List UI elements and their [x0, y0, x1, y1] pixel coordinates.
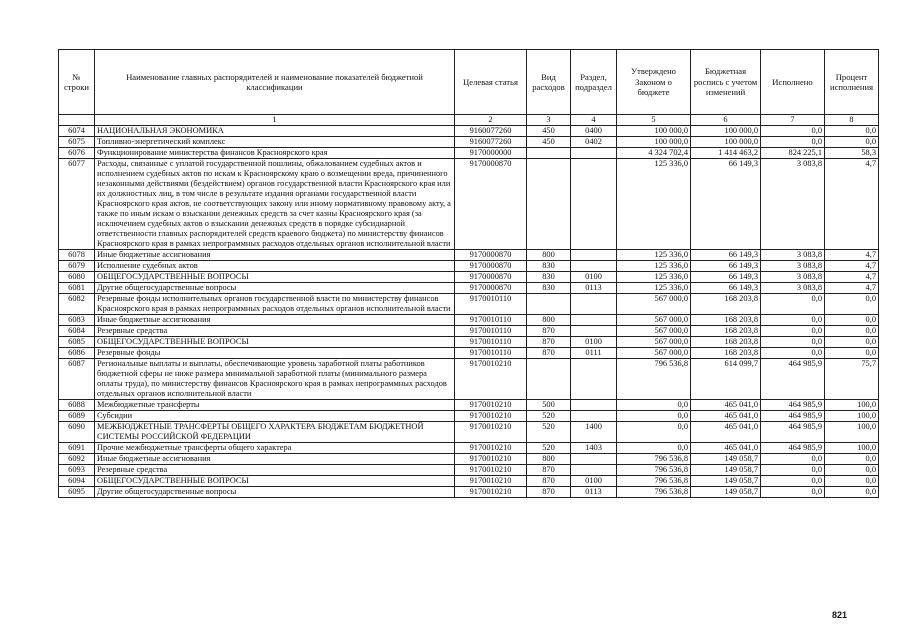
table-row [59, 422, 879, 443]
row-executed: 0,0 [761, 348, 825, 359]
row-section: 0400 [571, 126, 617, 137]
row-name: ОБЩЕГОСУДАРСТВЕННЫЕ ВОПРОСЫ [95, 337, 455, 348]
row-approved: 567 000,0 [617, 294, 691, 315]
budget-table [58, 49, 879, 498]
row-name: НАЦИОНАЛЬНАЯ ЭКОНОМИКА [95, 126, 455, 137]
row-executed: 464 985,9 [761, 422, 825, 443]
row-expense-type: 830 [527, 283, 571, 294]
row-target-article: 9170000870 [455, 261, 527, 272]
row-percent: 58,3 [825, 148, 879, 159]
row-approved: 796 536,8 [617, 465, 691, 476]
row-percent: 75,7 [825, 359, 879, 400]
row-name: ОБЩЕГОСУДАРСТВЕННЫЕ ВОПРОСЫ [95, 476, 455, 487]
row-executed: 0,0 [761, 465, 825, 476]
row-target-article: 9170000870 [455, 272, 527, 283]
table-body [59, 126, 879, 498]
header-expense-type: Вид расходов [527, 50, 571, 115]
row-section: 1400 [571, 422, 617, 443]
row-name: Межбюджетные трансферты [95, 400, 455, 411]
table-row [59, 400, 879, 411]
row-percent: 100,0 [825, 411, 879, 422]
header-approved: Утверждено Законом о бюджете [617, 50, 691, 115]
row-budget-list: 149 058,7 [691, 476, 761, 487]
column-number-row [59, 115, 879, 126]
table-row [59, 454, 879, 465]
row-target-article: 9170000870 [455, 159, 527, 250]
row-number: 6083 [59, 315, 95, 326]
row-number: 6089 [59, 411, 95, 422]
table-row [59, 148, 879, 159]
row-expense-type: 800 [527, 250, 571, 261]
row-budget-list: 100 000,0 [691, 126, 761, 137]
colnum-5: 5 [617, 115, 691, 126]
row-executed: 0,0 [761, 294, 825, 315]
row-target-article: 9170010210 [455, 422, 527, 443]
row-section [571, 411, 617, 422]
row-number: 6085 [59, 337, 95, 348]
row-executed: 464 985,9 [761, 400, 825, 411]
table-row [59, 283, 879, 294]
row-budget-list: 168 203,8 [691, 348, 761, 359]
row-approved: 125 336,0 [617, 159, 691, 250]
row-executed: 464 985,9 [761, 411, 825, 422]
row-executed: 0,0 [761, 326, 825, 337]
row-budget-list: 149 058,7 [691, 465, 761, 476]
row-percent: 0,0 [825, 126, 879, 137]
row-budget-list: 168 203,8 [691, 315, 761, 326]
row-expense-type: 870 [527, 348, 571, 359]
row-number: 6079 [59, 261, 95, 272]
table-row [59, 359, 879, 400]
row-number: 6092 [59, 454, 95, 465]
row-target-article: 9170000000 [455, 148, 527, 159]
colnum-0 [59, 115, 95, 126]
row-section [571, 159, 617, 250]
row-executed: 824 225,1 [761, 148, 825, 159]
row-budget-list: 66 149,3 [691, 250, 761, 261]
page-number: 821 [832, 610, 848, 620]
row-expense-type: 520 [527, 422, 571, 443]
row-budget-list: 614 099,7 [691, 359, 761, 400]
row-expense-type [527, 159, 571, 250]
row-executed: 464 985,9 [761, 359, 825, 400]
row-number: 6084 [59, 326, 95, 337]
row-name: Субсидии [95, 411, 455, 422]
row-executed: 3 083,8 [761, 283, 825, 294]
table-row [59, 272, 879, 283]
row-approved: 796 536,8 [617, 359, 691, 400]
row-executed: 3 083,8 [761, 159, 825, 250]
row-percent: 4,7 [825, 272, 879, 283]
row-name: Резервные средства [95, 465, 455, 476]
row-section [571, 148, 617, 159]
row-approved: 0,0 [617, 422, 691, 443]
row-section: 0100 [571, 272, 617, 283]
row-name: Резервные фонды [95, 348, 455, 359]
row-target-article: 9170010210 [455, 411, 527, 422]
row-number: 6078 [59, 250, 95, 261]
row-budget-list: 168 203,8 [691, 326, 761, 337]
header-executed: Исполнено [761, 50, 825, 115]
row-executed: 0,0 [761, 454, 825, 465]
row-number: 6094 [59, 476, 95, 487]
row-name: Региональные выплаты и выплаты, обеспечивающие уровень заработной платы работников бюджетной сферы не ниже размера минимальной заработной платы (минимального размера оплаты труда), по министерству финансов Красноярского края в рамках непрограммных расходов отдельных органов исполнительной власти [95, 359, 455, 400]
table-row [59, 337, 879, 348]
row-approved: 796 536,8 [617, 476, 691, 487]
row-executed: 3 083,8 [761, 261, 825, 272]
row-budget-list: 465 041,0 [691, 411, 761, 422]
row-expense-type [527, 359, 571, 400]
row-approved: 125 336,0 [617, 272, 691, 283]
row-percent: 0,0 [825, 487, 879, 498]
row-name: Иные бюджетные ассигнования [95, 315, 455, 326]
row-number: 6077 [59, 159, 95, 250]
row-name: Прочие межбюджетные трансферты общего характера [95, 443, 455, 454]
row-target-article: 9160077260 [455, 137, 527, 148]
row-executed: 464 985,9 [761, 443, 825, 454]
row-percent: 4,7 [825, 261, 879, 272]
row-section: 0111 [571, 348, 617, 359]
row-approved: 567 000,0 [617, 315, 691, 326]
row-expense-type [527, 294, 571, 315]
row-expense-type: 870 [527, 465, 571, 476]
row-section: 1403 [571, 443, 617, 454]
row-number: 6095 [59, 487, 95, 498]
colnum-7: 7 [761, 115, 825, 126]
row-approved: 796 536,8 [617, 487, 691, 498]
row-target-article: 9170000870 [455, 283, 527, 294]
row-section: 0113 [571, 487, 617, 498]
row-expense-type: 870 [527, 476, 571, 487]
row-percent: 0,0 [825, 294, 879, 315]
row-approved: 567 000,0 [617, 348, 691, 359]
row-expense-type: 870 [527, 326, 571, 337]
row-expense-type: 800 [527, 315, 571, 326]
table-row [59, 465, 879, 476]
row-target-article: 9160077260 [455, 126, 527, 137]
table-row [59, 411, 879, 422]
row-approved: 125 336,0 [617, 250, 691, 261]
row-target-article: 9170010110 [455, 337, 527, 348]
row-percent: 0,0 [825, 326, 879, 337]
table-row [59, 294, 879, 315]
row-expense-type: 500 [527, 400, 571, 411]
table-row [59, 443, 879, 454]
table-row [59, 487, 879, 498]
row-target-article: 9170010110 [455, 326, 527, 337]
table-row [59, 348, 879, 359]
row-percent: 4,7 [825, 283, 879, 294]
row-section [571, 261, 617, 272]
row-approved: 567 000,0 [617, 337, 691, 348]
row-expense-type: 830 [527, 261, 571, 272]
table-row [59, 476, 879, 487]
row-expense-type: 870 [527, 487, 571, 498]
row-budget-list: 465 041,0 [691, 400, 761, 411]
row-approved: 125 336,0 [617, 261, 691, 272]
header-percent: Процент исполнения [825, 50, 879, 115]
row-number: 6093 [59, 465, 95, 476]
row-budget-list: 149 058,7 [691, 454, 761, 465]
row-section [571, 465, 617, 476]
row-budget-list: 100 000,0 [691, 137, 761, 148]
row-budget-list: 66 149,3 [691, 283, 761, 294]
row-budget-list: 66 149,3 [691, 272, 761, 283]
header-section: Раздел, подраздел [571, 50, 617, 115]
row-section [571, 454, 617, 465]
row-number: 6081 [59, 283, 95, 294]
table-row [59, 159, 879, 250]
row-name: Иные бюджетные ассигнования [95, 454, 455, 465]
row-approved: 125 336,0 [617, 283, 691, 294]
row-expense-type: 450 [527, 126, 571, 137]
row-name: Резервные фонды исполнительных органов государственной власти по министерству финансов Красноярского края в рамках непрограммных расходов отдельных органов исполнительной власти [95, 294, 455, 315]
header-row [59, 50, 879, 115]
row-target-article: 9170010210 [455, 400, 527, 411]
row-approved: 4 324 702,4 [617, 148, 691, 159]
table-row [59, 250, 879, 261]
row-target-article: 9170000870 [455, 250, 527, 261]
row-budget-list: 168 203,8 [691, 337, 761, 348]
row-budget-list: 66 149,3 [691, 261, 761, 272]
row-percent: 0,0 [825, 476, 879, 487]
table-row [59, 326, 879, 337]
row-approved: 100 000,0 [617, 137, 691, 148]
row-section [571, 400, 617, 411]
row-approved: 0,0 [617, 400, 691, 411]
colnum-2: 2 [455, 115, 527, 126]
row-section: 0100 [571, 476, 617, 487]
row-section [571, 315, 617, 326]
row-percent: 4,7 [825, 250, 879, 261]
row-target-article: 9170010210 [455, 443, 527, 454]
colnum-8: 8 [825, 115, 879, 126]
table-row [59, 126, 879, 137]
header-row-number: № строки [59, 50, 95, 115]
row-percent: 0,0 [825, 348, 879, 359]
row-number: 6086 [59, 348, 95, 359]
row-number: 6080 [59, 272, 95, 283]
row-approved: 100 000,0 [617, 126, 691, 137]
row-percent: 0,0 [825, 315, 879, 326]
row-target-article: 9170010210 [455, 359, 527, 400]
row-target-article: 9170010210 [455, 465, 527, 476]
row-expense-type: 520 [527, 411, 571, 422]
row-percent: 0,0 [825, 454, 879, 465]
row-approved: 0,0 [617, 443, 691, 454]
row-number: 6087 [59, 359, 95, 400]
row-percent: 100,0 [825, 400, 879, 411]
row-budget-list: 465 041,0 [691, 443, 761, 454]
row-target-article: 9170010110 [455, 294, 527, 315]
colnum-6: 6 [691, 115, 761, 126]
row-name: Расходы, связанные с уплатой государственной пошлины, обжалованием судебных актов и исполнением судебных актов по искам к Красноярскому краю о возмещении вреда, причиненного незаконными действиями (бездействием) органов государственной власти Красноярского края или их должностных лиц, в том числе в результате издания органами государственной власти Красноярского края актов, не соответствующих закону или иному нормативному правовому акту, а также по иным искам о взыскании денежных средств за счет казны Красноярского края (за исключением судебных актов о взыскании денежных средств в порядке субсидиарной ответственности главных распорядителей средств краевого бюджета) по министерству финансов Красноярского края в рамках непрограммных расходов отдельных органов исполнительной власти [95, 159, 455, 250]
row-name: Другие общегосударственные вопросы [95, 283, 455, 294]
colnum-4: 4 [571, 115, 617, 126]
row-approved: 796 536,8 [617, 454, 691, 465]
row-executed: 0,0 [761, 487, 825, 498]
row-section [571, 250, 617, 261]
row-section: 0113 [571, 283, 617, 294]
row-name: МЕЖБЮДЖЕТНЫЕ ТРАНСФЕРТЫ ОБЩЕГО ХАРАКТЕРА БЮДЖЕТАМ БЮДЖЕТНОЙ СИСТЕМЫ РОССИЙСКОЙ ФЕДЕРАЦИИ [95, 422, 455, 443]
row-target-article: 9170010210 [455, 454, 527, 465]
row-executed: 0,0 [761, 315, 825, 326]
row-budget-list: 149 058,7 [691, 487, 761, 498]
row-executed: 0,0 [761, 476, 825, 487]
row-expense-type: 450 [527, 137, 571, 148]
row-budget-list: 66 149,3 [691, 159, 761, 250]
row-section [571, 326, 617, 337]
row-expense-type: 520 [527, 443, 571, 454]
row-expense-type [527, 148, 571, 159]
table-row [59, 315, 879, 326]
row-executed: 0,0 [761, 337, 825, 348]
row-name: Топливно-энергетический комплекс [95, 137, 455, 148]
colnum-1: 1 [95, 115, 455, 126]
row-target-article: 9170010210 [455, 487, 527, 498]
row-number: 6076 [59, 148, 95, 159]
row-percent: 0,0 [825, 465, 879, 476]
row-approved: 567 000,0 [617, 326, 691, 337]
row-number: 6090 [59, 422, 95, 443]
row-section: 0100 [571, 337, 617, 348]
row-number: 6082 [59, 294, 95, 315]
row-number: 6091 [59, 443, 95, 454]
row-budget-list: 465 041,0 [691, 422, 761, 443]
row-name: Функционирование министерства финансов Красноярского края [95, 148, 455, 159]
row-budget-list: 168 203,8 [691, 294, 761, 315]
row-number: 6075 [59, 137, 95, 148]
row-percent: 4,7 [825, 159, 879, 250]
row-expense-type: 830 [527, 272, 571, 283]
row-percent: 0,0 [825, 137, 879, 148]
row-expense-type: 800 [527, 454, 571, 465]
row-section [571, 294, 617, 315]
row-number: 6074 [59, 126, 95, 137]
row-percent: 100,0 [825, 422, 879, 443]
row-name: Резервные средства [95, 326, 455, 337]
header-budget-list: Бюджетная роспись с учетом изменений [691, 50, 761, 115]
row-section: 0402 [571, 137, 617, 148]
row-name: Другие общегосударственные вопросы [95, 487, 455, 498]
table-row [59, 261, 879, 272]
row-approved: 0,0 [617, 411, 691, 422]
row-target-article: 9170010110 [455, 315, 527, 326]
colnum-3: 3 [527, 115, 571, 126]
row-budget-list: 1 414 463,2 [691, 148, 761, 159]
row-executed: 0,0 [761, 137, 825, 148]
table-row [59, 137, 879, 148]
row-percent: 100,0 [825, 443, 879, 454]
row-target-article: 9170010110 [455, 348, 527, 359]
row-expense-type: 870 [527, 337, 571, 348]
row-percent: 0,0 [825, 337, 879, 348]
header-name: Наименование главных распорядителей и наименование показателей бюджетной классификации [95, 50, 455, 115]
row-executed: 3 083,8 [761, 250, 825, 261]
row-number: 6088 [59, 400, 95, 411]
row-executed: 0,0 [761, 126, 825, 137]
row-section [571, 359, 617, 400]
header-target-article: Целевая статья [455, 50, 527, 115]
row-executed: 3 083,8 [761, 272, 825, 283]
row-name: ОБЩЕГОСУДАРСТВЕННЫЕ ВОПРОСЫ [95, 272, 455, 283]
row-name: Исполнение судебных актов [95, 261, 455, 272]
row-target-article: 9170010210 [455, 476, 527, 487]
row-name: Иные бюджетные ассигнования [95, 250, 455, 261]
